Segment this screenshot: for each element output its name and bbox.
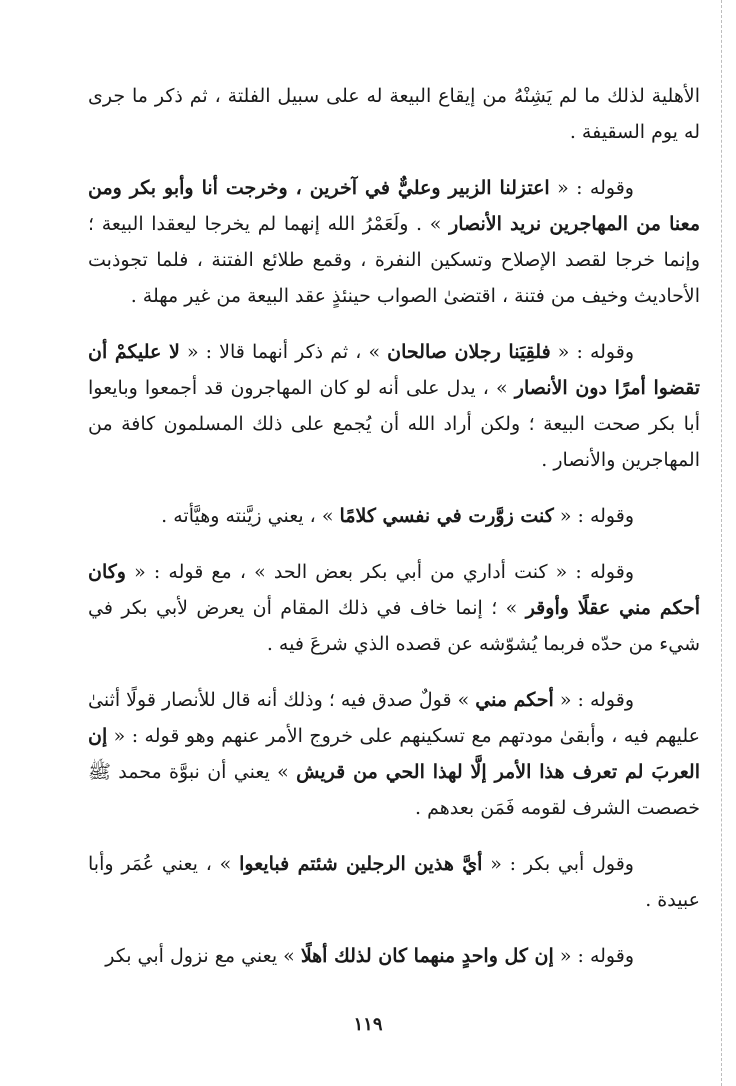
quoted-text-bold: فلقِيَنا رجلان صالحان: [387, 341, 551, 363]
body-text: » يعني مع نزول أبي بكر: [105, 945, 301, 967]
body-text: وقوله : « كنت أداري من أبي بكر بعض الحد » ، مع قوله : «: [125, 561, 634, 583]
quoted-text-bold: اعتزلنا الزبير وعليٌّ في آخرين ، وخرجت أنا وأبو بكر ومن معنا من المهاجرين نريد الأنصار: [88, 177, 700, 235]
body-text: » يعني أن نبوَّة محمد ﷺ خصصت الشرف لقومه فَمَن بعدهم .: [88, 761, 700, 819]
body-text: وقوله : «: [553, 505, 634, 527]
body-text: » قولٌ صدق فيه ؛ وذلك أنه قال للأنصار قولًا أثنىٰ عليهم فيه ، وأبقىٰ مودتهم مع تسكينهم على خروج الأمر عنهم وهو قوله : «: [88, 689, 700, 747]
paragraph: [88, 78, 700, 150]
page-number: ١١٩: [353, 1014, 383, 1035]
body-text: » . ولَعَمْرُ الله إنهما لم يخرجا ليعقدا البيعة ؛ وإنما خرجا لقصد الإصلاح وتسكين النفرة ، وقمع طلائع الفتنة ، فلما تجوذبت الأحاديث وخيف من فتنة ، اقتضىٰ الصواب حينئذٍ عقد البيعة من غير مهلة .: [88, 213, 700, 307]
body-text: وقوله : «: [550, 341, 634, 363]
paragraph: [88, 554, 700, 662]
paragraph: [88, 334, 700, 478]
body-text: » ، يعني زيَّنته وهيَّأته .: [161, 505, 340, 527]
paragraph: [88, 846, 700, 918]
quoted-text-bold: وكان أحكم مني عقلًا وأوقر: [88, 561, 701, 619]
body-text: الأهلية لذلك ما لم يَشِنْهُ من إيقاع البيعة له على سبيل الفلتة ، ثم ذكر ما جرى له يوم السقيفة .: [88, 85, 700, 143]
quoted-text-bold: أحكم مني: [475, 689, 554, 711]
body-text: » ، يعني عُمَر وأبا عبيدة .: [88, 853, 700, 911]
body-text: وقوله : «: [549, 177, 634, 199]
body-text: وقوله : «: [553, 689, 634, 711]
paragraph: [88, 170, 700, 314]
body-text: » ، ثم ذكر أنهما قالا : «: [179, 341, 388, 363]
quoted-text-bold: لا عليكمْ أن تقضوا أمرًا دون الأنصار: [88, 341, 700, 399]
paragraph: [88, 682, 700, 826]
quoted-text-bold: كنت زوَّرت في نفسي كلامًا: [339, 505, 554, 527]
document-page-body: [88, 78, 700, 994]
body-text: » ، يدل على أنه لو كان المهاجرون قد أجمعوا وبايعوا أبا بكر صحت البيعة ؛ ولكن أراد الله أن يُجمع على ذلك المسلمون كافة من المهاجرين والأنصار .: [88, 377, 700, 471]
body-text: وقول أبي بكر : «: [482, 853, 634, 875]
body-text: » ؛ إنما خاف في ذلك المقام أن يعرض لأبي بكر في شيء من حدّه فربما يُشوّشه عن قصده الذي شرعَ فيه .: [88, 597, 700, 655]
page-edge-dashed-line: [721, 0, 722, 1086]
quoted-text-bold: أيَّ هذين الرجلين شئتم فبايعوا: [239, 853, 483, 875]
quoted-text-bold: إن كل واحدٍ منهما كان لذلك أهلًا: [300, 945, 554, 967]
quoted-text-bold: إن العربَ لم تعرف هذا الأمر إلَّا لهذا الحي من قريش: [88, 725, 700, 783]
paragraph: [88, 938, 700, 974]
body-text: وقوله : «: [553, 945, 634, 967]
paragraph: [88, 498, 700, 534]
